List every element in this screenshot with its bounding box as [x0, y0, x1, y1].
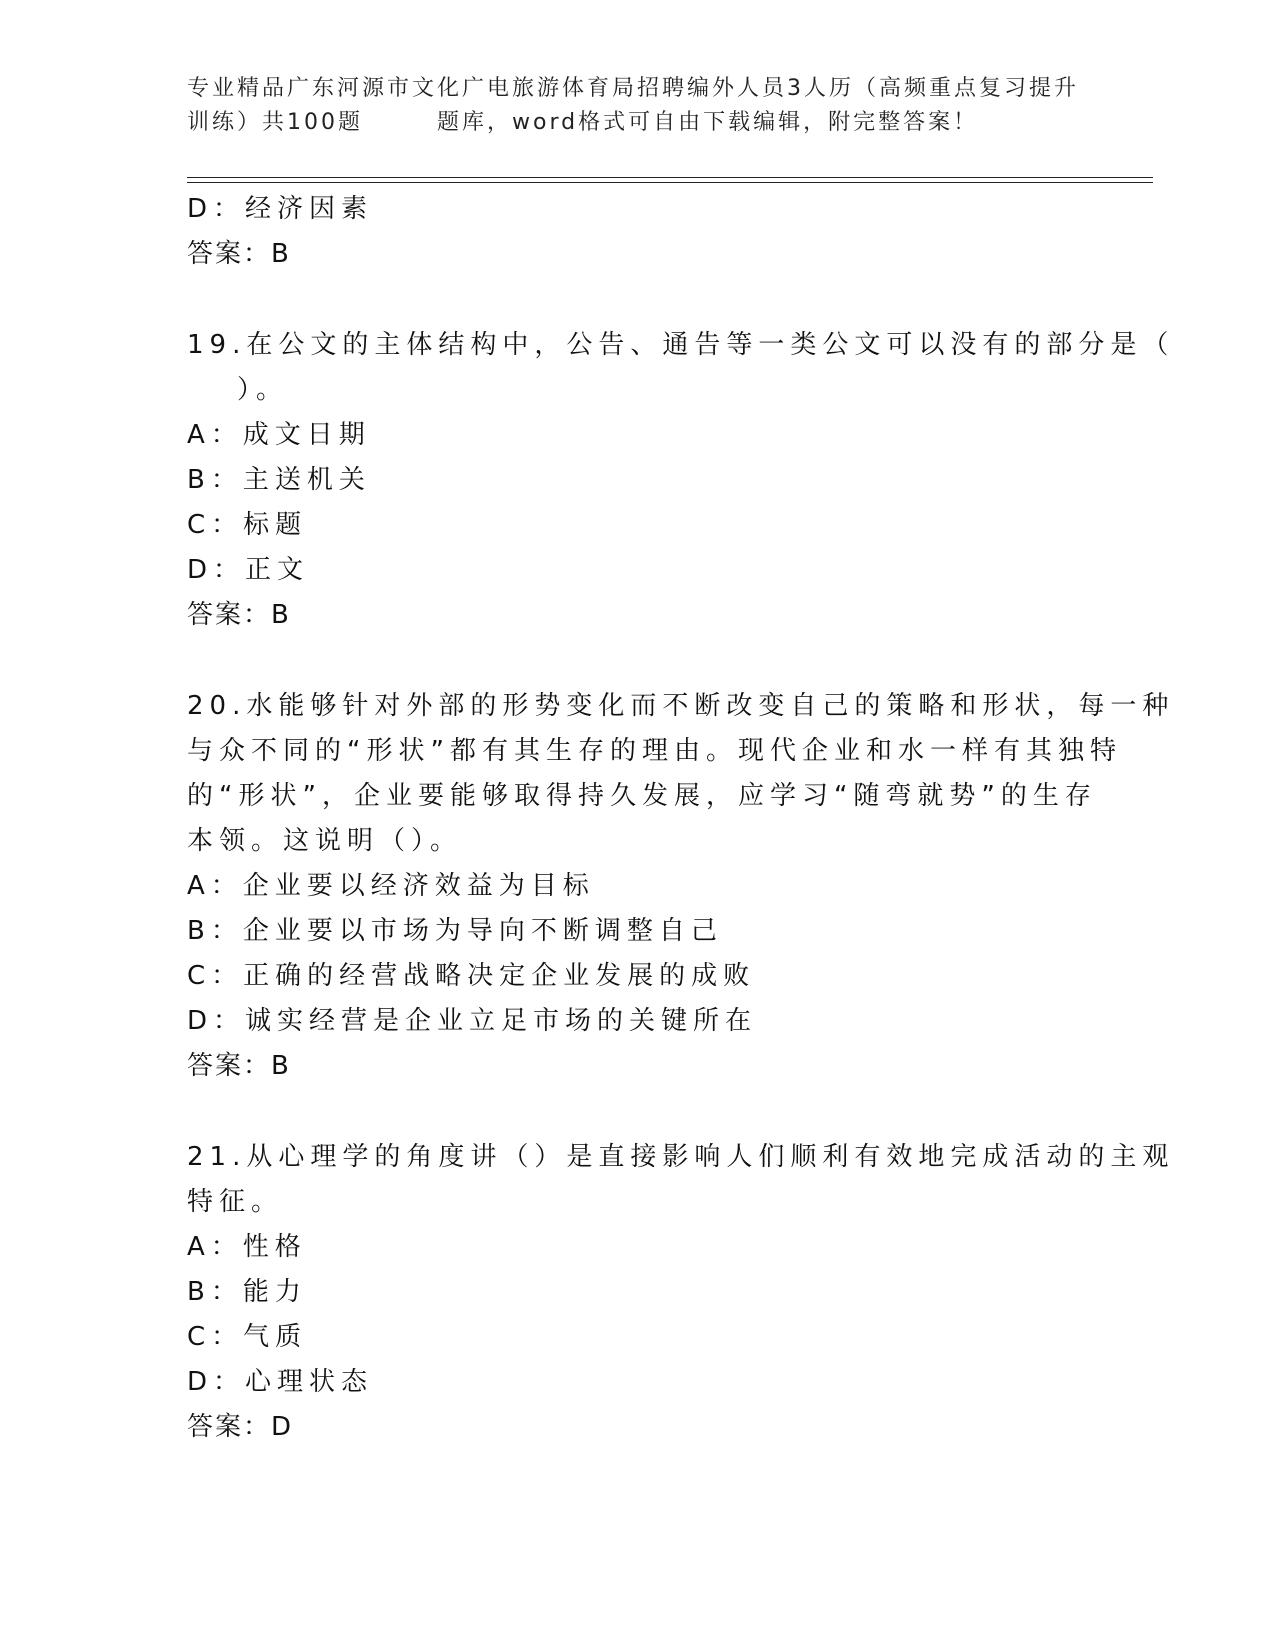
question-19: [187, 323, 1175, 638]
question-stem-line: ）。: [237, 375, 289, 405]
option-d: D：诚实经营是企业立足市场的关键所在: [187, 1006, 758, 1036]
option-d: D：心理状态: [187, 1367, 374, 1397]
header-title-line2-left: 训练）共100题: [187, 110, 363, 135]
option-b: B：企业要以市场为导向不断调整自己: [187, 916, 723, 946]
question-stem-line: 与众不同的“形状”都有其生存的理由。现代企业和水一样有其独特: [187, 736, 1122, 766]
answer: 答案：D: [187, 1412, 294, 1442]
option-d: D：经济因素: [187, 194, 374, 224]
option-c: C：正确的经营战略决定企业发展的成败: [187, 961, 756, 991]
page-header: [187, 72, 1087, 140]
question-20: [187, 684, 1175, 1089]
option-c: C：标题: [187, 510, 308, 540]
option-d: D：正文: [187, 555, 310, 585]
question-18-tail: [187, 187, 1087, 277]
answer: 答案：B: [187, 1051, 291, 1081]
question-stem-line: 19.在公文的主体结构中，公告、通告等一类公文可以没有的部分是（: [187, 330, 1175, 360]
header-divider-top: [187, 177, 1153, 178]
option-a: A：企业要以经济效益为目标: [187, 871, 595, 901]
header-title-line2: [187, 106, 1087, 140]
header-title-line2-right: 题库，word格式可自由下载编辑，附完整答案！: [437, 110, 979, 135]
question-stem-line: 21.从心理学的角度讲（）是直接影响人们顺利有效地完成活动的主观: [187, 1142, 1175, 1172]
header-title-line1: 专业精品广东河源市文化广电旅游体育局招聘编外人员3人历（高频重点复习提升: [187, 76, 1079, 101]
answer: 答案：B: [187, 239, 291, 269]
question-list: [187, 187, 1175, 1450]
option-a: A：性格: [187, 1232, 307, 1262]
question-stem-line: 20.水能够针对外部的形势变化而不断改变自己的策略和形状，每一种: [187, 691, 1175, 721]
question-stem-line: 本领。这说明（）。: [187, 826, 463, 856]
question-21: [187, 1135, 1175, 1450]
question-stem-line: 特征。: [187, 1187, 284, 1217]
question-stem-line: 的“形状”，企业要能够取得持久发展，应学习“随弯就势”的生存: [187, 781, 1097, 811]
option-b: B：主送机关: [187, 465, 371, 495]
option-b: B：能力: [187, 1277, 307, 1307]
header-divider-bottom: [187, 182, 1153, 183]
option-a: A：成文日期: [187, 420, 371, 450]
answer: 答案：B: [187, 600, 291, 630]
option-c: C：气质: [187, 1322, 308, 1352]
